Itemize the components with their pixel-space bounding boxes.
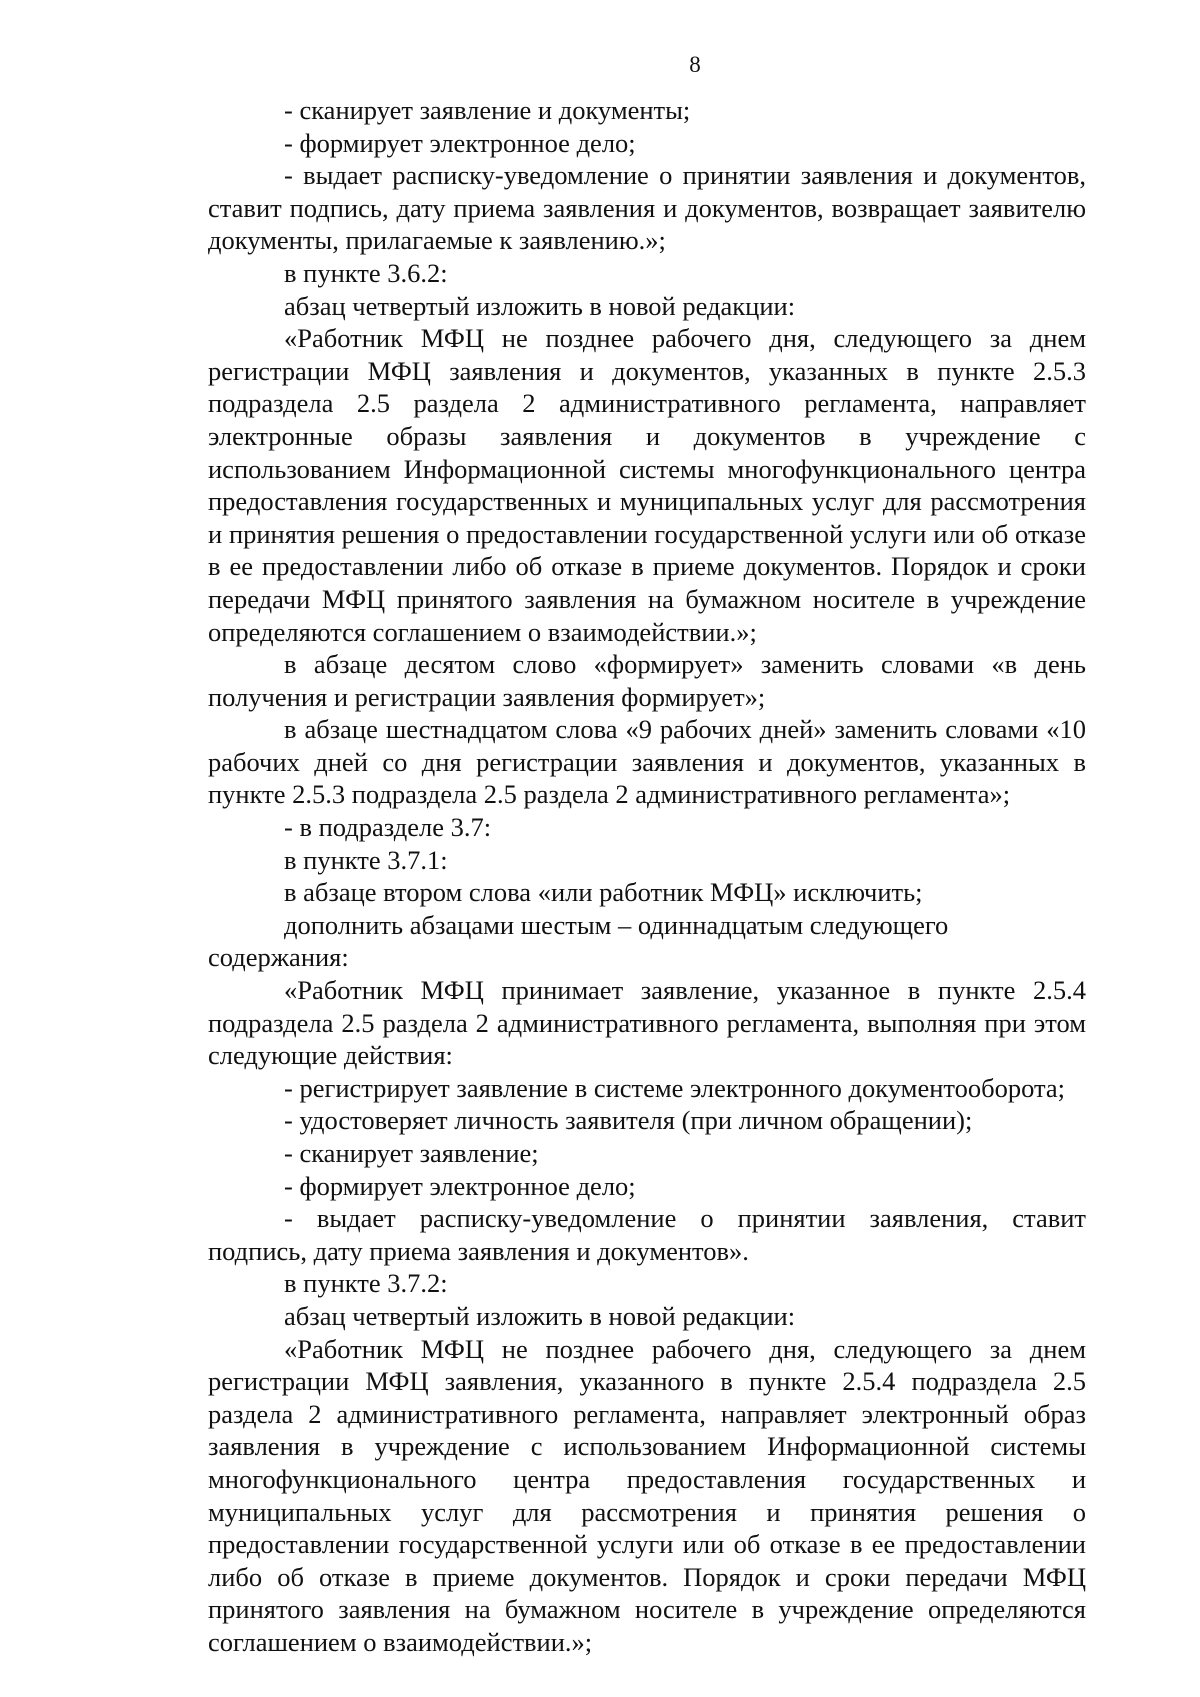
paragraph-clause-3-7-1: в пункте 3.7.1: — [284, 844, 448, 875]
paragraph-mfc-employee-sends-image: «Работник МФЦ не позднее рабочего дня, следующего за днем регистрации МФЦ заявления, указанного в пункте 2.5.4 подраздела 2.5 раздела 2 административного регламента, направляет электронный образ заявления в учреждение с использованием Информационной системы многофункционального центра предоставления государственных и муниципальных услуг для рассмотрения и принятия решения о предоставлении государственной услуги или об отказе в ее предоставлении либо об отказе в приеме документов. Порядок и сроки передачи МФЦ принятого заявления на бумажном носителе в учреждение определяются соглашением о взаимодействии.»; — [208, 1333, 1086, 1657]
paragraph-form-case: - формирует электронное дело; — [284, 1170, 636, 1201]
paragraph-subsection-3-7: - в подразделе 3.7: — [284, 812, 492, 843]
paragraph-add-paragraphs: дополнить абзацами шестым – одиннадцатым следующего содержания: — [208, 909, 949, 973]
document-body — [208, 94, 1086, 1659]
paragraph-clause-3-6-2: в пункте 3.6.2: — [284, 257, 448, 288]
paragraph-mfc-employee-sends-images: «Работник МФЦ не позднее рабочего дня, следующего за днем регистрации МФЦ заявления и документов, указанных в пункте 2.5.3 подраздела 2.5 раздела 2 административного регламента, направляет электронные образы заявления и документов в учреждение с использованием Информационной системы многофункционального центра предоставления государственных и муниципальных услуг для рассмотрения и принятия решения о предоставлении государственной услуги или об отказе в ее предоставлении либо об отказе в приеме документов. Порядок и сроки передачи МФЦ принятого заявления на бумажном носителе в учреждение определяются соглашением о взаимодействии.»; — [208, 323, 1086, 647]
paragraph-mfc-employee-accepts: «Работник МФЦ принимает заявление, указанное в пункте 2.5.4 подраздела 2.5 раздела 2 административного регламента, выполняя при этом следующие действия: — [208, 975, 1086, 1071]
paragraph-verify-identity: - удостоверяет личность заявителя (при личном обращении); — [284, 1105, 973, 1136]
paragraph-issue-receipt-application: - выдает расписку-уведомление о принятии заявления, ставит подпись, дату приема заявления и документов». — [208, 1203, 1086, 1266]
paragraph-scan-application: - сканирует заявление; — [284, 1138, 539, 1168]
paragraph-tenth-paragraph-replace: в абзаце десятом слово «формирует» заменить словами «в день получения и регистрации заявления формирует»; — [208, 649, 1086, 712]
paragraph-register-application: - регистрирует заявление в системе электронного документооборота; — [284, 1072, 1066, 1103]
paragraph-fourth-paragraph-new-edition: абзац четвертый изложить в новой редакции: — [284, 290, 796, 321]
paragraph-second-paragraph-exclude: в абзаце втором слова «или работник МФЦ» исключить; — [284, 877, 923, 908]
paragraph-clause-3-7-2: в пункте 3.7.2: — [284, 1268, 448, 1299]
paragraph-sixteenth-paragraph-replace: в абзаце шестнадцатом слова «9 рабочих дней» заменить словами «10 рабочих дней со дня регистрации заявления и документов, указанных в пункте 2.5.3 подраздела 2.5 раздела 2 административного регламента»; — [208, 714, 1086, 810]
paragraph-form-electronic-case: - формирует электронное дело; — [284, 127, 636, 158]
paragraph-fourth-paragraph-new-edition-2: абзац четвертый изложить в новой редакции: — [284, 1300, 796, 1331]
paragraph-scan-documents: - сканирует заявление и документы; — [284, 95, 691, 125]
page-number: 8 — [689, 52, 701, 77]
paragraph-issue-receipt: - выдает расписку-уведомление о принятии заявления и документов, ставит подпись, дату приема заявления и документов, возвращает заявителю документы, прилагаемые к заявлению.»; — [208, 160, 1086, 256]
